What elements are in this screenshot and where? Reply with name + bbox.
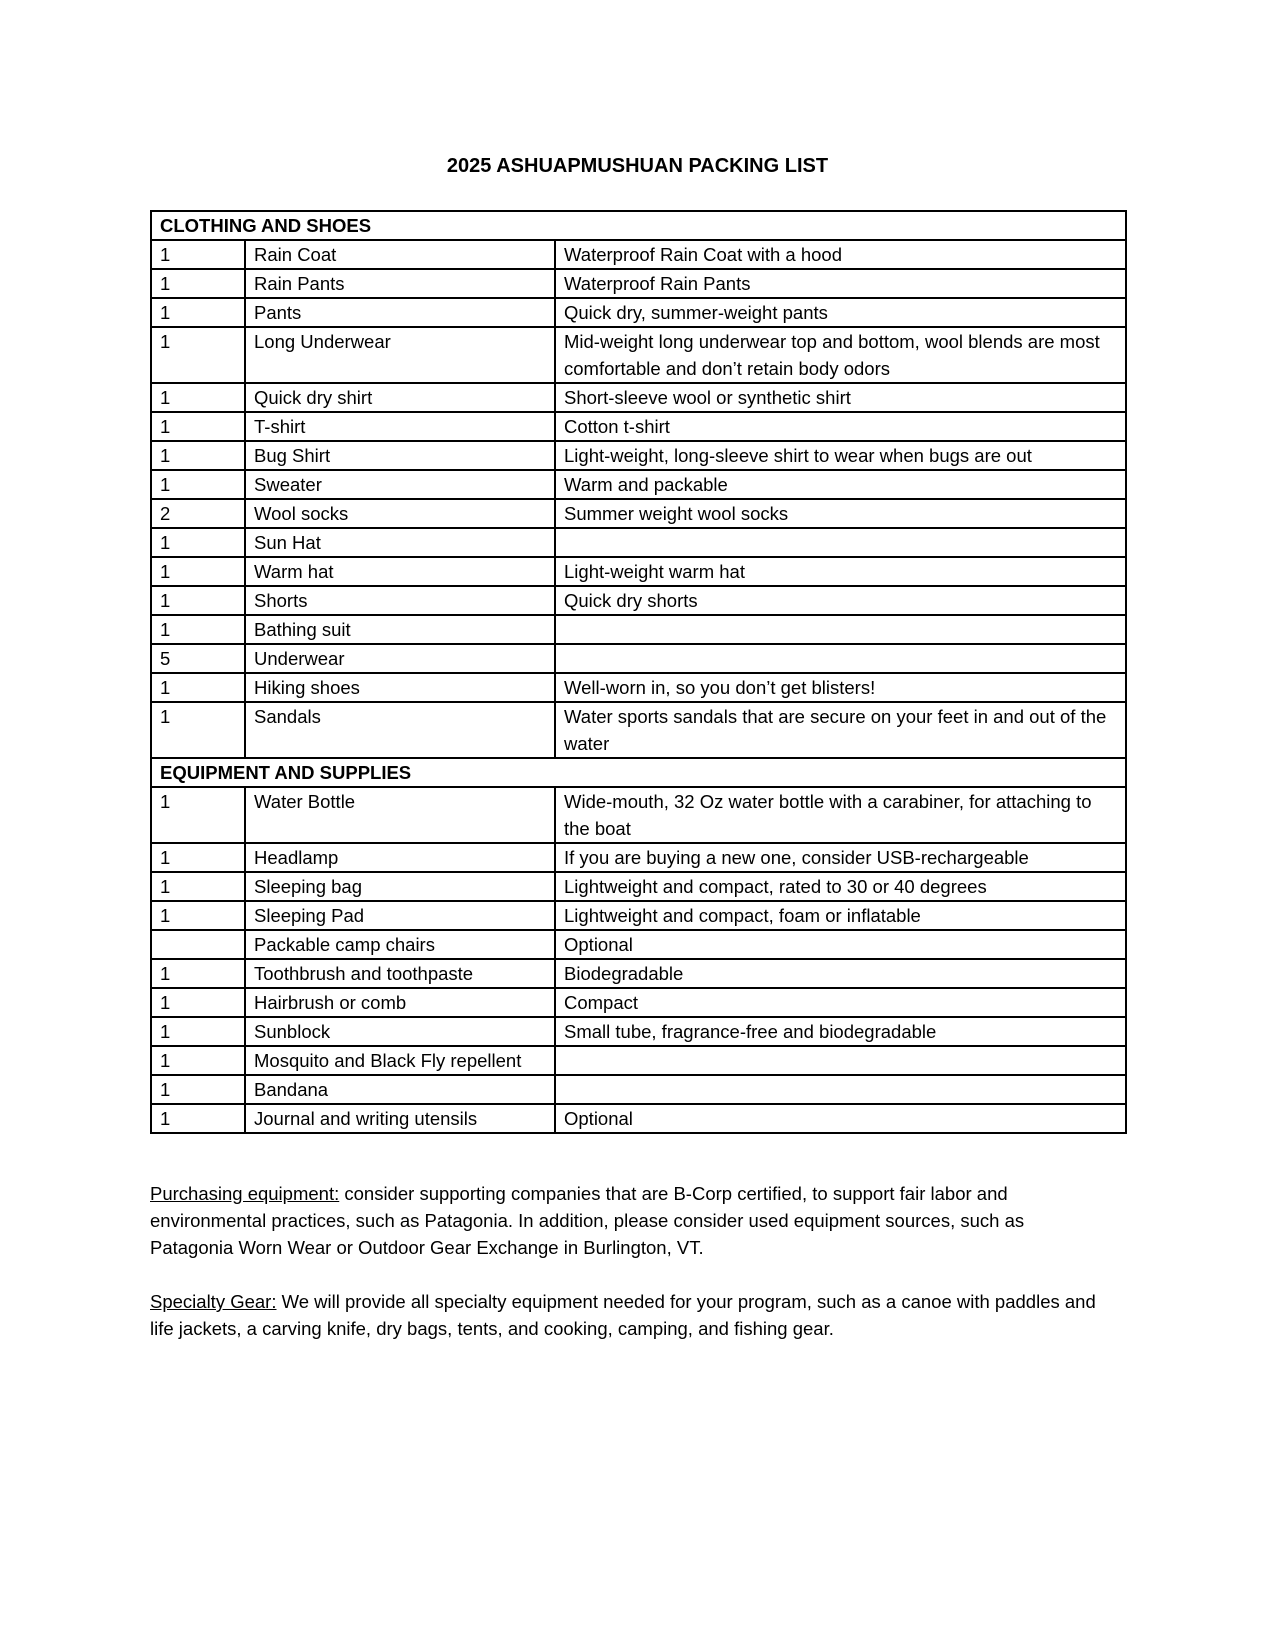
quantity-cell: 1 [151,557,245,586]
quantity-cell: 1 [151,412,245,441]
quantity-cell: 1 [151,1104,245,1133]
note-cell: Warm and packable [555,470,1126,499]
quantity-cell: 1 [151,702,245,758]
note-cell: Wide-mouth, 32 Oz water bottle with a carabiner, for attaching to the boat [555,787,1126,843]
note-cell: Lightweight and compact, rated to 30 or 40 degrees [555,872,1126,901]
table-row [151,1104,1126,1133]
quantity-cell: 5 [151,644,245,673]
table-row [151,901,1126,930]
note-cell: Quick dry, summer-weight pants [555,298,1126,327]
note-cell: Well-worn in, so you don’t get blisters! [555,673,1126,702]
item-cell: Long Underwear [245,327,555,383]
table-row [151,1075,1126,1104]
note-cell: Summer weight wool socks [555,499,1126,528]
table-row [151,412,1126,441]
table-row [151,1017,1126,1046]
note-cell [555,644,1126,673]
note-cell [555,1046,1126,1075]
note-cell: Light-weight, long-sleeve shirt to wear when bugs are out [555,441,1126,470]
item-cell: Sandals [245,702,555,758]
table-row [151,269,1126,298]
table-row [151,787,1126,843]
item-cell: Water Bottle [245,787,555,843]
section-header-row [151,758,1126,787]
item-cell: Warm hat [245,557,555,586]
note-cell: Small tube, fragrance-free and biodegradable [555,1017,1126,1046]
note-cell: Waterproof Rain Pants [555,269,1126,298]
note-cell: Biodegradable [555,959,1126,988]
table-row [151,930,1126,959]
item-cell: Sweater [245,470,555,499]
note-cell: Compact [555,988,1126,1017]
item-cell: Quick dry shirt [245,383,555,412]
item-cell: Underwear [245,644,555,673]
specialty-note [150,1288,1110,1342]
note-cell: Water sports sandals that are secure on your feet in and out of the water [555,702,1126,758]
table-row [151,240,1126,269]
quantity-cell: 1 [151,787,245,843]
quantity-cell: 1 [151,327,245,383]
item-cell: Sun Hat [245,528,555,557]
table-row [151,528,1126,557]
note-cell [555,1075,1126,1104]
table-row [151,441,1126,470]
note-cell [555,615,1126,644]
item-cell: Rain Coat [245,240,555,269]
quantity-cell: 1 [151,528,245,557]
section-heading: CLOTHING AND SHOES [151,211,1126,240]
item-cell: Toothbrush and toothpaste [245,959,555,988]
item-cell: Bandana [245,1075,555,1104]
quantity-cell: 1 [151,872,245,901]
section-header-row [151,211,1126,240]
table-row [151,959,1126,988]
note-cell: Optional [555,930,1126,959]
item-cell: Bathing suit [245,615,555,644]
item-cell: T-shirt [245,412,555,441]
item-cell: Pants [245,298,555,327]
item-cell: Packable camp chairs [245,930,555,959]
quantity-cell: 1 [151,673,245,702]
item-cell: Hairbrush or comb [245,988,555,1017]
quantity-cell: 1 [151,615,245,644]
note-cell: If you are buying a new one, consider USB-rechargeable [555,843,1126,872]
note-cell: Waterproof Rain Coat with a hood [555,240,1126,269]
quantity-cell: 1 [151,586,245,615]
table-row [151,586,1126,615]
note-cell [555,528,1126,557]
item-cell: Bug Shirt [245,441,555,470]
item-cell: Sleeping Pad [245,901,555,930]
table-row [151,1046,1126,1075]
item-cell: Hiking shoes [245,673,555,702]
note-cell: Mid-weight long underwear top and bottom, wool blends are most comfortable and don’t retain body odors [555,327,1126,383]
table-row [151,499,1126,528]
purchasing-note [150,1180,1110,1261]
quantity-cell: 1 [151,383,245,412]
page-title: 2025 ASHUAPMUSHUAN PACKING LIST [446,155,829,177]
item-cell: Sunblock [245,1017,555,1046]
item-cell: Journal and writing utensils [245,1104,555,1133]
quantity-cell: 1 [151,1075,245,1104]
quantity-cell: 1 [151,1046,245,1075]
section-heading: EQUIPMENT AND SUPPLIES [151,758,1126,787]
note-cell: Optional [555,1104,1126,1133]
quantity-cell: 1 [151,441,245,470]
note-cell: Cotton t-shirt [555,412,1126,441]
table-row [151,673,1126,702]
quantity-cell: 1 [151,901,245,930]
specialty-label: Specialty Gear: [150,1291,277,1312]
table-row [151,470,1126,499]
purchasing-label: Purchasing equipment: [150,1183,340,1204]
quantity-cell: 1 [151,269,245,298]
note-cell: Quick dry shorts [555,586,1126,615]
item-cell: Mosquito and Black Fly repellent [245,1046,555,1075]
table-row [151,644,1126,673]
quantity-cell: 2 [151,499,245,528]
table-row [151,327,1126,383]
item-cell: Sleeping bag [245,872,555,901]
notes [150,1180,1110,1369]
quantity-cell: 1 [151,843,245,872]
quantity-cell: 1 [151,1017,245,1046]
specialty-text: We will provide all specialty equipment needed for your program, such as a canoe with paddles and life jackets, a carving knife, dry bags, tents, and cooking, camping, and fishing gear. [150,1291,1096,1339]
note-cell: Lightweight and compact, foam or inflatable [555,901,1126,930]
quantity-cell [151,930,245,959]
packing-list-table [150,210,1127,1134]
item-cell: Wool socks [245,499,555,528]
item-cell: Rain Pants [245,269,555,298]
table-row [151,872,1126,901]
note-cell: Light-weight warm hat [555,557,1126,586]
table-row [151,298,1126,327]
quantity-cell: 1 [151,959,245,988]
item-cell: Headlamp [245,843,555,872]
table-row [151,843,1126,872]
quantity-cell: 1 [151,298,245,327]
quantity-cell: 1 [151,240,245,269]
table-row [151,383,1126,412]
table-row [151,988,1126,1017]
item-cell: Shorts [245,586,555,615]
table-row [151,557,1126,586]
table-row [151,615,1126,644]
purchasing-text: consider supporting companies that are B-Corp certified, to support fair labor and environmental practices, such as Patagonia. In addition, please consider used equipment sources, such as Patagonia Worn Wear or Outdoor Gear Exchange in Burlington, VT. [150,1183,1025,1258]
quantity-cell: 1 [151,470,245,499]
table-row [151,702,1126,758]
note-cell: Short-sleeve wool or synthetic shirt [555,383,1126,412]
quantity-cell: 1 [151,988,245,1017]
